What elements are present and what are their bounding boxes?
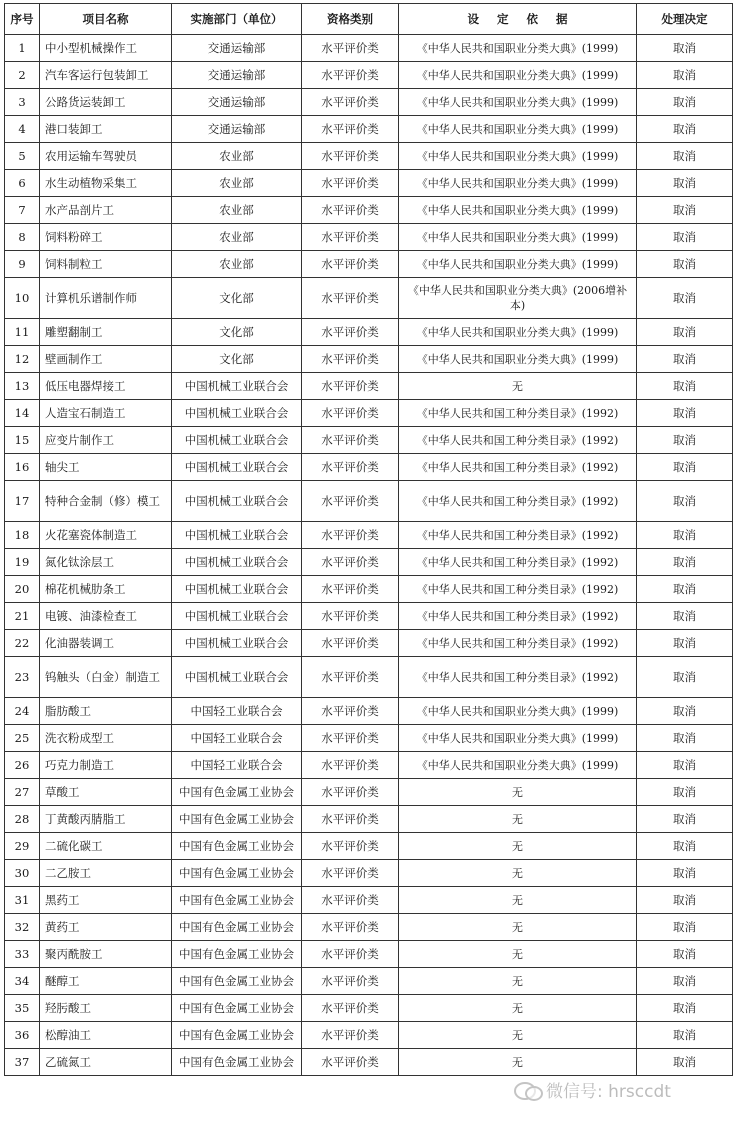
row-project-name: 电镀、油漆检查工 — [40, 603, 172, 630]
row-decision: 取消 — [637, 603, 733, 630]
row-category: 水平评价类 — [302, 752, 399, 779]
row-number: 36 — [5, 1022, 40, 1049]
row-number: 13 — [5, 373, 40, 400]
table-row — [5, 143, 733, 170]
qualification-table — [4, 3, 733, 1076]
row-department: 交通运输部 — [172, 89, 302, 116]
row-category: 水平评价类 — [302, 657, 399, 698]
row-number: 8 — [5, 224, 40, 251]
row-number: 22 — [5, 630, 40, 657]
table-row — [5, 1049, 733, 1076]
table-row — [5, 549, 733, 576]
table-row — [5, 89, 733, 116]
row-department: 中国机械工业联合会 — [172, 576, 302, 603]
header-no: 序号 — [5, 4, 40, 35]
row-decision: 取消 — [637, 373, 733, 400]
table-row — [5, 630, 733, 657]
row-decision: 取消 — [637, 116, 733, 143]
row-basis: 《中华人民共和国工种分类目录》(1992) — [399, 603, 637, 630]
table-row — [5, 725, 733, 752]
row-number: 4 — [5, 116, 40, 143]
row-number: 1 — [5, 35, 40, 62]
row-decision: 取消 — [637, 549, 733, 576]
row-decision: 取消 — [637, 995, 733, 1022]
table-row — [5, 346, 733, 373]
row-project-name: 水产品剖片工 — [40, 197, 172, 224]
table-row — [5, 170, 733, 197]
row-department: 农业部 — [172, 251, 302, 278]
row-number: 35 — [5, 995, 40, 1022]
row-decision: 取消 — [637, 941, 733, 968]
row-category: 水平评价类 — [302, 170, 399, 197]
row-basis: 《中华人民共和国职业分类大典》(1999) — [399, 170, 637, 197]
table-row — [5, 278, 733, 319]
row-decision: 取消 — [637, 887, 733, 914]
row-decision: 取消 — [637, 576, 733, 603]
row-basis: 《中华人民共和国职业分类大典》(1999) — [399, 251, 637, 278]
row-number: 31 — [5, 887, 40, 914]
row-project-name: 低压电器焊接工 — [40, 373, 172, 400]
row-project-name: 雕塑翻制工 — [40, 319, 172, 346]
row-decision: 取消 — [637, 481, 733, 522]
row-decision: 取消 — [637, 278, 733, 319]
table-row — [5, 698, 733, 725]
row-project-name: 松醇油工 — [40, 1022, 172, 1049]
row-number: 32 — [5, 914, 40, 941]
header-project-name: 项目名称 — [40, 4, 172, 35]
row-number: 27 — [5, 779, 40, 806]
row-basis: 《中华人民共和国工种分类目录》(1992) — [399, 427, 637, 454]
row-basis: 《中华人民共和国职业分类大典》(1999) — [399, 224, 637, 251]
row-number: 25 — [5, 725, 40, 752]
row-category: 水平评价类 — [302, 251, 399, 278]
row-decision: 取消 — [637, 251, 733, 278]
row-project-name: 氮化钛涂层工 — [40, 549, 172, 576]
row-basis: 《中华人民共和国职业分类大典》(1999) — [399, 35, 637, 62]
row-number: 21 — [5, 603, 40, 630]
row-decision: 取消 — [637, 698, 733, 725]
row-department: 中国有色金属工业协会 — [172, 833, 302, 860]
row-number: 20 — [5, 576, 40, 603]
row-basis: 《中华人民共和国工种分类目录》(1992) — [399, 630, 637, 657]
row-category: 水平评价类 — [302, 576, 399, 603]
row-decision: 取消 — [637, 1049, 733, 1076]
row-category: 水平评价类 — [302, 1049, 399, 1076]
row-decision: 取消 — [637, 62, 733, 89]
row-department: 中国机械工业联合会 — [172, 373, 302, 400]
row-category: 水平评价类 — [302, 400, 399, 427]
row-decision: 取消 — [637, 143, 733, 170]
row-project-name: 丁黄酸丙腈脂工 — [40, 806, 172, 833]
row-department: 中国轻工业联合会 — [172, 698, 302, 725]
row-department: 文化部 — [172, 278, 302, 319]
row-project-name: 火花塞瓷体制造工 — [40, 522, 172, 549]
row-decision: 取消 — [637, 860, 733, 887]
row-project-name: 水生动植物采集工 — [40, 170, 172, 197]
table-row — [5, 197, 733, 224]
table-row — [5, 806, 733, 833]
row-decision: 取消 — [637, 630, 733, 657]
row-decision: 取消 — [637, 833, 733, 860]
row-project-name: 二乙胺工 — [40, 860, 172, 887]
row-number: 11 — [5, 319, 40, 346]
row-number: 16 — [5, 454, 40, 481]
watermark — [514, 1077, 671, 1102]
row-number: 3 — [5, 89, 40, 116]
row-department: 中国机械工业联合会 — [172, 549, 302, 576]
row-number: 15 — [5, 427, 40, 454]
row-basis: 《中华人民共和国职业分类大典》(1999) — [399, 143, 637, 170]
wechat-icon — [514, 1079, 542, 1101]
row-department: 中国轻工业联合会 — [172, 752, 302, 779]
row-category: 水平评价类 — [302, 197, 399, 224]
row-number: 7 — [5, 197, 40, 224]
row-department: 文化部 — [172, 346, 302, 373]
table-row — [5, 657, 733, 698]
row-category: 水平评价类 — [302, 860, 399, 887]
row-basis: 无 — [399, 995, 637, 1022]
row-decision: 取消 — [637, 170, 733, 197]
row-number: 17 — [5, 481, 40, 522]
table-row — [5, 35, 733, 62]
row-decision: 取消 — [637, 197, 733, 224]
table-row — [5, 752, 733, 779]
row-basis: 《中华人民共和国工种分类目录》(1992) — [399, 549, 637, 576]
row-number: 19 — [5, 549, 40, 576]
row-basis: 无 — [399, 1022, 637, 1049]
row-basis: 无 — [399, 968, 637, 995]
row-department: 中国机械工业联合会 — [172, 630, 302, 657]
row-category: 水平评价类 — [302, 62, 399, 89]
row-project-name: 港口装卸工 — [40, 116, 172, 143]
watermark-text: 微信号: hrsccdt — [546, 1082, 671, 1102]
header-decision: 处理决定 — [637, 4, 733, 35]
row-decision: 取消 — [637, 454, 733, 481]
row-category: 水平评价类 — [302, 995, 399, 1022]
row-project-name: 计算机乐谱制作师 — [40, 278, 172, 319]
row-basis: 《中华人民共和国工种分类目录》(1992) — [399, 400, 637, 427]
row-category: 水平评价类 — [302, 454, 399, 481]
table-row — [5, 427, 733, 454]
header-department: 实施部门（单位） — [172, 4, 302, 35]
row-basis: 《中华人民共和国工种分类目录》(1992) — [399, 454, 637, 481]
row-category: 水平评价类 — [302, 427, 399, 454]
row-project-name: 羟肟酸工 — [40, 995, 172, 1022]
table-row — [5, 116, 733, 143]
row-category: 水平评价类 — [302, 806, 399, 833]
row-category: 水平评价类 — [302, 522, 399, 549]
row-decision: 取消 — [637, 657, 733, 698]
row-department: 中国有色金属工业协会 — [172, 1022, 302, 1049]
row-basis: 无 — [399, 1049, 637, 1076]
row-category: 水平评价类 — [302, 116, 399, 143]
row-decision: 取消 — [637, 968, 733, 995]
row-category: 水平评价类 — [302, 914, 399, 941]
row-basis: 《中华人民共和国职业分类大典》(1999) — [399, 698, 637, 725]
row-project-name: 洗衣粉成型工 — [40, 725, 172, 752]
table-row — [5, 62, 733, 89]
row-department: 中国机械工业联合会 — [172, 522, 302, 549]
table-row — [5, 860, 733, 887]
row-project-name: 巧克力制造工 — [40, 752, 172, 779]
row-decision: 取消 — [637, 752, 733, 779]
table-row — [5, 1022, 733, 1049]
row-basis: 无 — [399, 914, 637, 941]
row-category: 水平评价类 — [302, 941, 399, 968]
row-category: 水平评价类 — [302, 833, 399, 860]
row-project-name: 公路货运装卸工 — [40, 89, 172, 116]
row-decision: 取消 — [637, 400, 733, 427]
table-row — [5, 603, 733, 630]
row-project-name: 醚醇工 — [40, 968, 172, 995]
header-category: 资格类别 — [302, 4, 399, 35]
row-department: 农业部 — [172, 197, 302, 224]
row-department: 中国轻工业联合会 — [172, 725, 302, 752]
row-number: 6 — [5, 170, 40, 197]
table-row — [5, 887, 733, 914]
row-department: 中国有色金属工业协会 — [172, 779, 302, 806]
row-number: 26 — [5, 752, 40, 779]
row-number: 24 — [5, 698, 40, 725]
row-department: 交通运输部 — [172, 62, 302, 89]
row-basis: 《中华人民共和国职业分类大典》(1999) — [399, 116, 637, 143]
row-category: 水平评价类 — [302, 603, 399, 630]
row-basis: 无 — [399, 373, 637, 400]
row-basis: 《中华人民共和国职业分类大典》(1999) — [399, 319, 637, 346]
row-category: 水平评价类 — [302, 143, 399, 170]
row-decision: 取消 — [637, 779, 733, 806]
table-row — [5, 319, 733, 346]
row-basis: 《中华人民共和国职业分类大典》(1999) — [399, 346, 637, 373]
row-basis: 无 — [399, 860, 637, 887]
row-basis: 《中华人民共和国职业分类大典》(1999) — [399, 752, 637, 779]
row-number: 5 — [5, 143, 40, 170]
row-department: 中国有色金属工业协会 — [172, 860, 302, 887]
row-number: 14 — [5, 400, 40, 427]
row-department: 中国有色金属工业协会 — [172, 941, 302, 968]
row-basis: 《中华人民共和国职业分类大典》(1999) — [399, 89, 637, 116]
row-category: 水平评价类 — [302, 1022, 399, 1049]
table-row — [5, 251, 733, 278]
row-basis: 无 — [399, 887, 637, 914]
row-department: 中国机械工业联合会 — [172, 427, 302, 454]
row-department: 中国有色金属工业协会 — [172, 968, 302, 995]
row-department: 中国机械工业联合会 — [172, 454, 302, 481]
row-project-name: 棉花机械肋条工 — [40, 576, 172, 603]
row-decision: 取消 — [637, 224, 733, 251]
row-number: 37 — [5, 1049, 40, 1076]
row-project-name: 化油器装调工 — [40, 630, 172, 657]
row-category: 水平评价类 — [302, 698, 399, 725]
row-department: 中国有色金属工业协会 — [172, 995, 302, 1022]
row-decision: 取消 — [637, 914, 733, 941]
row-category: 水平评价类 — [302, 278, 399, 319]
table-row — [5, 833, 733, 860]
row-basis: 《中华人民共和国职业分类大典》(1999) — [399, 197, 637, 224]
row-decision: 取消 — [637, 1022, 733, 1049]
row-number: 34 — [5, 968, 40, 995]
table-row — [5, 481, 733, 522]
row-department: 中国机械工业联合会 — [172, 481, 302, 522]
row-number: 2 — [5, 62, 40, 89]
row-decision: 取消 — [637, 319, 733, 346]
row-decision: 取消 — [637, 89, 733, 116]
table-row — [5, 995, 733, 1022]
row-project-name: 人造宝石制造工 — [40, 400, 172, 427]
row-category: 水平评价类 — [302, 725, 399, 752]
row-basis: 《中华人民共和国工种分类目录》(1992) — [399, 576, 637, 603]
row-department: 中国有色金属工业协会 — [172, 1049, 302, 1076]
row-department: 交通运输部 — [172, 116, 302, 143]
row-project-name: 农用运输车驾驶员 — [40, 143, 172, 170]
table-row — [5, 941, 733, 968]
row-project-name: 中小型机械操作工 — [40, 35, 172, 62]
row-department: 文化部 — [172, 319, 302, 346]
row-department: 农业部 — [172, 170, 302, 197]
row-project-name: 饲料制粒工 — [40, 251, 172, 278]
row-project-name: 壁画制作工 — [40, 346, 172, 373]
row-category: 水平评价类 — [302, 630, 399, 657]
row-number: 12 — [5, 346, 40, 373]
row-decision: 取消 — [637, 806, 733, 833]
row-project-name: 草酸工 — [40, 779, 172, 806]
row-number: 28 — [5, 806, 40, 833]
row-category: 水平评价类 — [302, 373, 399, 400]
row-category: 水平评价类 — [302, 35, 399, 62]
row-department: 中国有色金属工业协会 — [172, 914, 302, 941]
table-row — [5, 914, 733, 941]
row-category: 水平评价类 — [302, 779, 399, 806]
row-basis: 《中华人民共和国职业分类大典》(2006增补本) — [399, 278, 637, 319]
row-basis: 无 — [399, 806, 637, 833]
table-row — [5, 968, 733, 995]
table-row — [5, 224, 733, 251]
row-project-name: 汽车客运行包装卸工 — [40, 62, 172, 89]
table-row — [5, 576, 733, 603]
row-number: 33 — [5, 941, 40, 968]
row-category: 水平评价类 — [302, 319, 399, 346]
table-row — [5, 779, 733, 806]
table-row — [5, 373, 733, 400]
row-basis: 《中华人民共和国职业分类大典》(1999) — [399, 725, 637, 752]
row-number: 30 — [5, 860, 40, 887]
row-category: 水平评价类 — [302, 346, 399, 373]
row-number: 9 — [5, 251, 40, 278]
row-department: 交通运输部 — [172, 35, 302, 62]
row-category: 水平评价类 — [302, 887, 399, 914]
row-project-name: 脂肪酸工 — [40, 698, 172, 725]
row-basis: 无 — [399, 779, 637, 806]
row-department: 中国机械工业联合会 — [172, 657, 302, 698]
row-basis: 《中华人民共和国工种分类目录》(1992) — [399, 657, 637, 698]
row-number: 29 — [5, 833, 40, 860]
row-decision: 取消 — [637, 35, 733, 62]
row-number: 18 — [5, 522, 40, 549]
row-decision: 取消 — [637, 427, 733, 454]
row-basis: 《中华人民共和国工种分类目录》(1992) — [399, 481, 637, 522]
row-project-name: 聚丙酰胺工 — [40, 941, 172, 968]
row-project-name: 应变片制作工 — [40, 427, 172, 454]
header-basis: 设定依据 — [399, 4, 637, 35]
row-department: 农业部 — [172, 143, 302, 170]
row-project-name: 二硫化碳工 — [40, 833, 172, 860]
row-basis: 无 — [399, 941, 637, 968]
row-category: 水平评价类 — [302, 968, 399, 995]
row-number: 10 — [5, 278, 40, 319]
row-basis: 《中华人民共和国职业分类大典》(1999) — [399, 62, 637, 89]
row-decision: 取消 — [637, 725, 733, 752]
row-project-name: 乙硫氮工 — [40, 1049, 172, 1076]
row-decision: 取消 — [637, 346, 733, 373]
row-decision: 取消 — [637, 522, 733, 549]
row-category: 水平评价类 — [302, 89, 399, 116]
row-number: 23 — [5, 657, 40, 698]
row-category: 水平评价类 — [302, 224, 399, 251]
row-project-name: 黄药工 — [40, 914, 172, 941]
row-department: 中国机械工业联合会 — [172, 400, 302, 427]
row-project-name: 特种合金制（修）模工 — [40, 481, 172, 522]
row-project-name: 轴尖工 — [40, 454, 172, 481]
row-basis: 无 — [399, 833, 637, 860]
row-department: 中国有色金属工业协会 — [172, 806, 302, 833]
row-department: 中国机械工业联合会 — [172, 603, 302, 630]
table-row — [5, 522, 733, 549]
row-category: 水平评价类 — [302, 481, 399, 522]
row-project-name: 饲料粉碎工 — [40, 224, 172, 251]
row-category: 水平评价类 — [302, 549, 399, 576]
header-row — [5, 4, 733, 35]
table-row — [5, 400, 733, 427]
row-project-name: 钨触头（白金）制造工 — [40, 657, 172, 698]
row-project-name: 黑药工 — [40, 887, 172, 914]
row-department: 农业部 — [172, 224, 302, 251]
row-department: 中国有色金属工业协会 — [172, 887, 302, 914]
row-basis: 《中华人民共和国工种分类目录》(1992) — [399, 522, 637, 549]
table-row — [5, 454, 733, 481]
